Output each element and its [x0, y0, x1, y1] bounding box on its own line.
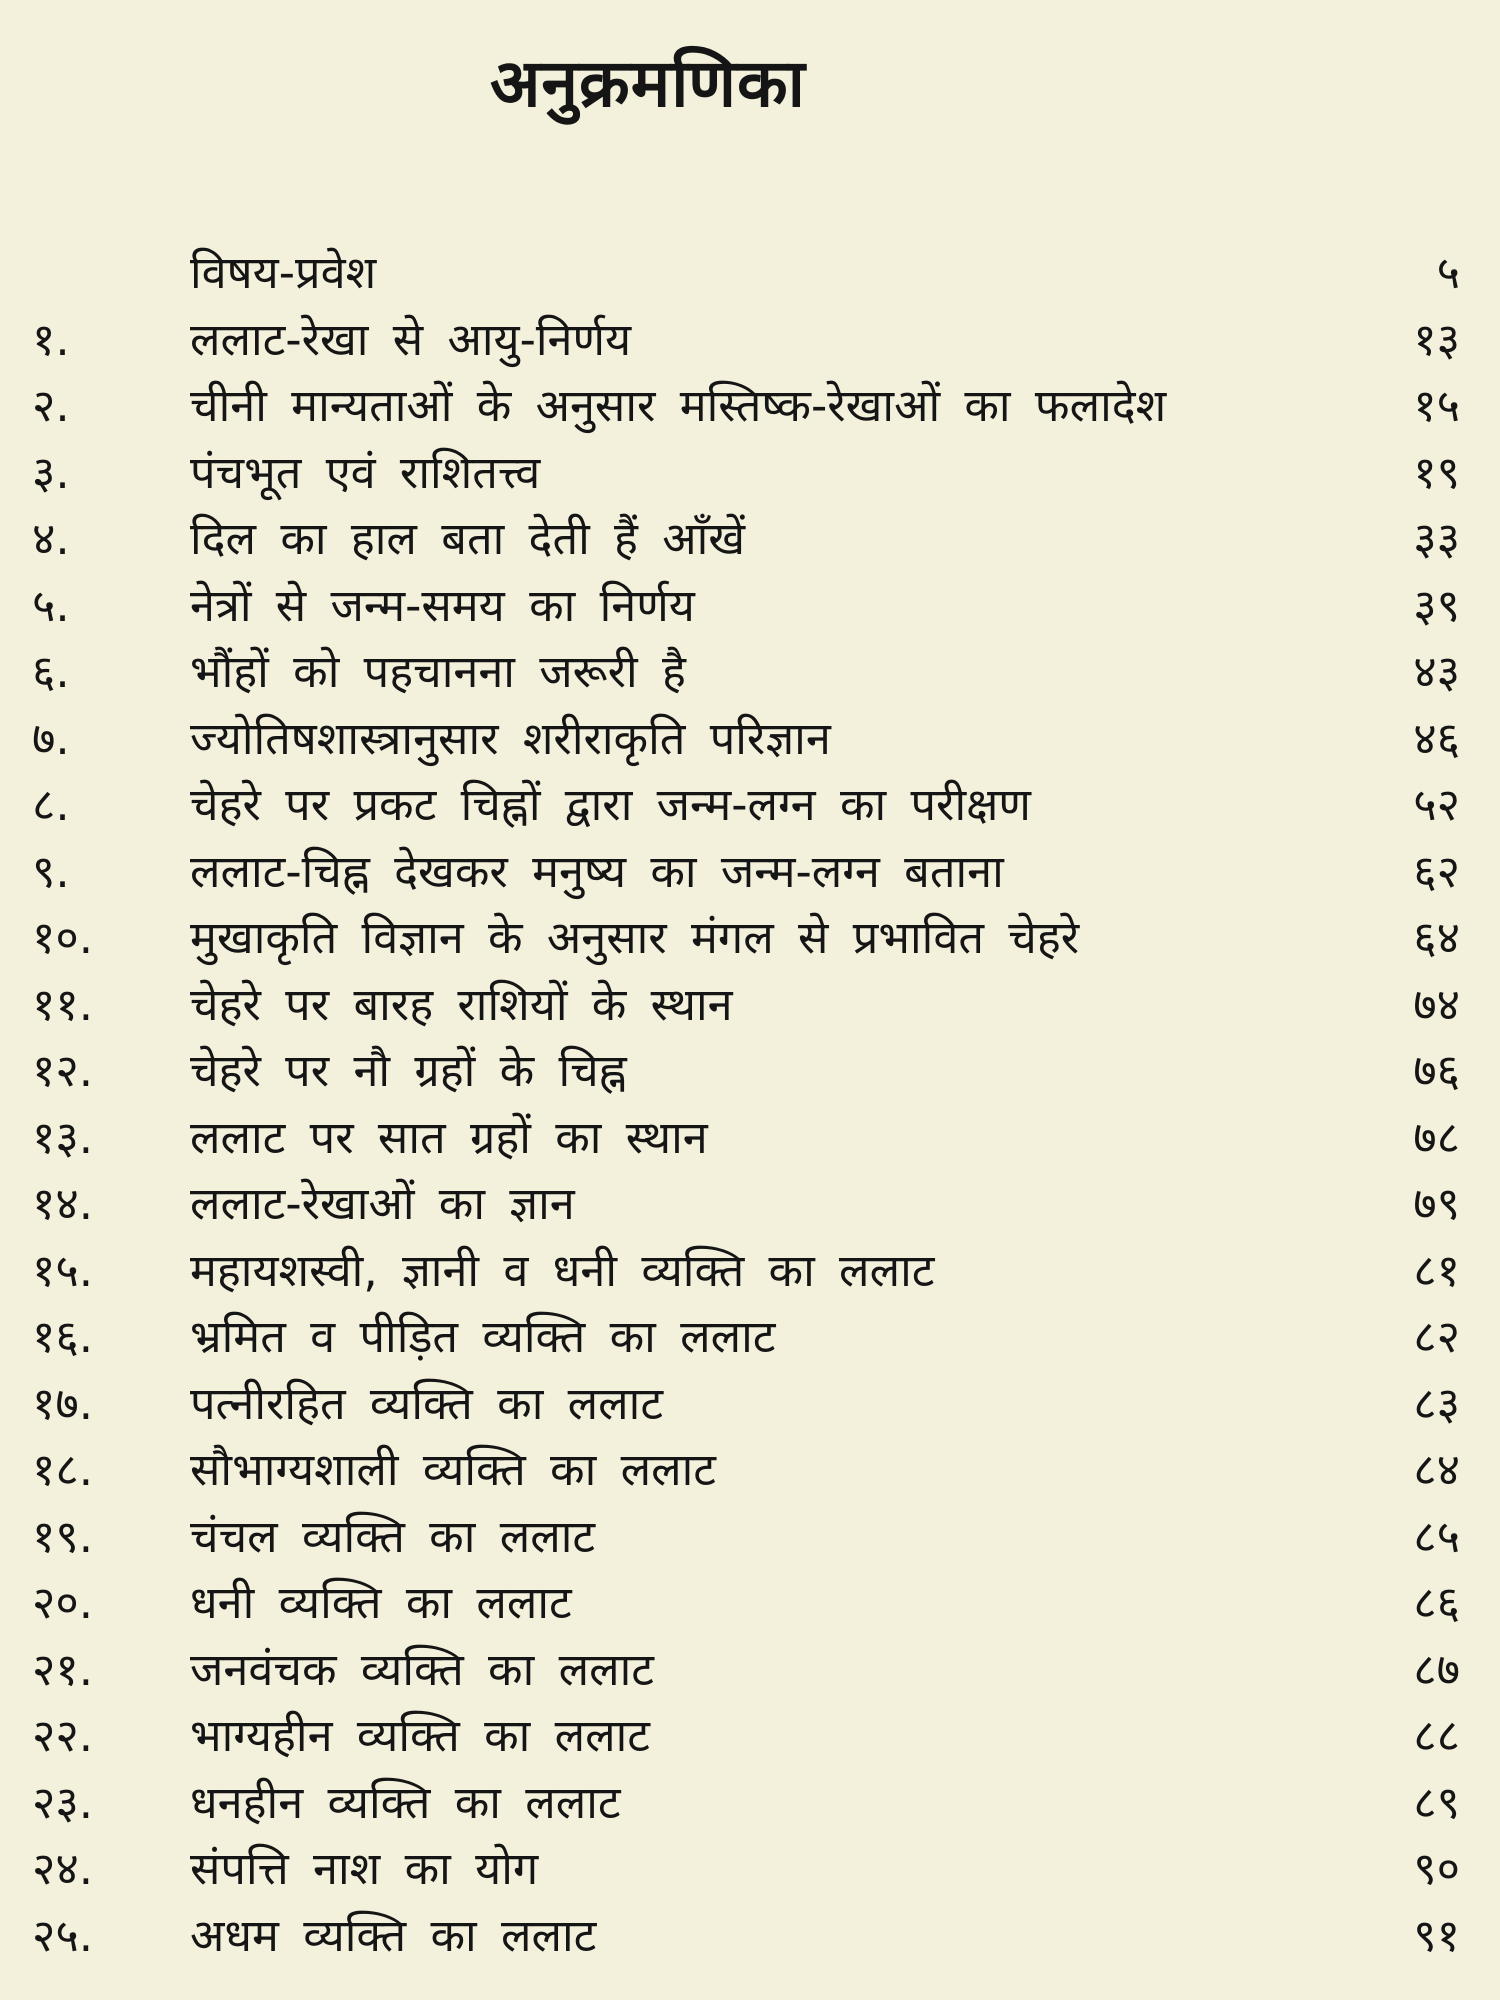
chapter-title: चंचल व्यक्ति का ललाट [190, 1509, 596, 1563]
chapter-title: चेहरे पर प्रकट चिह्नों द्वारा जन्म-लग्न का परीक्षण [190, 778, 1031, 831]
chapter-title: विषय-प्रवेश [190, 246, 377, 299]
chapter-title: ललाट-चिह्न देखकर मनुष्य का जन्म-लग्न बताना [190, 844, 1004, 898]
toc-entry [0, 240, 1500, 307]
page-number: ४३ [1413, 645, 1460, 698]
page-number: १३ [1413, 312, 1460, 366]
chapter-title: चेहरे पर बारह राशियों के स्थान [190, 977, 733, 1031]
page-number: ६४ [1413, 911, 1460, 964]
toc-entry [0, 1371, 1500, 1438]
chapter-number: १. [32, 312, 70, 366]
chapter-number: ८. [32, 778, 70, 831]
toc-entry [0, 639, 1500, 706]
toc-entry [0, 772, 1500, 839]
toc-entry [0, 1504, 1500, 1571]
chapter-title: भ्रमित व पीड़ित व्यक्ति का ललाट [190, 1310, 776, 1363]
toc-entry [0, 1637, 1500, 1704]
toc-entry [0, 373, 1500, 440]
chapter-number: २५. [32, 1908, 94, 1962]
toc-entry [0, 1038, 1500, 1105]
chapter-title: महायशस्वी, ज्ञानी व धनी व्यक्ति का ललाट [190, 1243, 935, 1297]
toc-entry [0, 1304, 1500, 1371]
chapter-number: २१. [32, 1642, 94, 1696]
page-title: अनुक्रमणिका [490, 45, 806, 122]
toc-entry [0, 307, 1500, 374]
toc-entry [0, 1171, 1500, 1238]
page-number: ८८ [1413, 1709, 1460, 1762]
page-number: ८४ [1413, 1443, 1460, 1496]
chapter-title: सौभाग्यशाली व्यक्ति का ललाट [190, 1443, 716, 1496]
chapter-title: धनी व्यक्ति का ललाट [190, 1576, 572, 1629]
page-number: ८७ [1413, 1642, 1460, 1696]
page-number: ६२ [1413, 844, 1460, 898]
page-number: ३३ [1413, 512, 1460, 565]
page-number: ८५ [1413, 1509, 1460, 1563]
chapter-number: १७. [32, 1376, 94, 1430]
page-number: ७९ [1413, 1177, 1460, 1230]
chapter-number: ९. [32, 844, 70, 898]
chapter-number: २४. [32, 1842, 94, 1895]
page-number: ४६ [1413, 711, 1460, 765]
chapter-number: १९. [32, 1509, 94, 1563]
chapter-number: १३. [32, 1110, 94, 1164]
page-number: ५२ [1413, 778, 1460, 831]
chapter-title: जनवंचक व्यक्ति का ललाट [190, 1642, 654, 1696]
chapter-title: मुखाकृति विज्ञान के अनुसार मंगल से प्रभावित चेहरे [190, 911, 1080, 964]
toc-entry [0, 972, 1500, 1039]
toc-entry [0, 440, 1500, 507]
page-number: ७४ [1413, 977, 1460, 1031]
chapter-title: ललाट पर सात ग्रहों का स्थान [190, 1110, 708, 1164]
chapter-number: ७. [32, 711, 70, 765]
page-number: ९१ [1413, 1908, 1460, 1962]
chapter-title: नेत्रों से जन्म-समय का निर्णय [190, 578, 695, 632]
toc-entry [0, 1570, 1500, 1637]
page-number: ८२ [1413, 1310, 1460, 1363]
chapter-number: १०. [32, 911, 94, 964]
chapter-number: २०. [32, 1576, 94, 1629]
toc-entry [0, 1703, 1500, 1770]
page-number: ८१ [1413, 1243, 1460, 1297]
chapter-title: धनहीन व्यक्ति का ललाट [190, 1775, 621, 1829]
page-number: ८९ [1413, 1775, 1460, 1829]
chapter-number: १२. [32, 1044, 94, 1097]
toc-entry [0, 1770, 1500, 1837]
chapter-number: १५. [32, 1243, 94, 1297]
chapter-title: अधम व्यक्ति का ललाट [190, 1908, 597, 1962]
chapter-number: ३. [32, 445, 70, 499]
chapter-title: संपत्ति नाश का योग [190, 1842, 539, 1895]
chapter-title: ललाट-रेखा से आयु-निर्णय [190, 312, 632, 366]
toc-entry [0, 1437, 1500, 1504]
toc-entry [0, 1238, 1500, 1305]
toc-entry [0, 839, 1500, 906]
page-number: १५ [1413, 379, 1460, 432]
page-number: ७६ [1413, 1044, 1460, 1097]
toc-entry [0, 573, 1500, 640]
toc-entry [0, 905, 1500, 972]
chapter-title: पंचभूत एवं राशितत्त्व [190, 445, 541, 499]
toc-entry [0, 1105, 1500, 1172]
chapter-number: २२. [32, 1709, 94, 1762]
chapter-title: ललाट-रेखाओं का ज्ञान [190, 1177, 575, 1230]
page-number: ८३ [1413, 1376, 1460, 1430]
chapter-title: दिल का हाल बता देती हैं आँखें [190, 512, 746, 565]
table-of-contents [0, 240, 1500, 1969]
toc-entry [0, 506, 1500, 573]
toc-entry [0, 1836, 1500, 1903]
chapter-title: ज्योतिषशास्त्रानुसार शरीराकृति परिज्ञान [190, 711, 831, 765]
toc-entry [0, 706, 1500, 773]
chapter-number: २३. [32, 1775, 94, 1829]
chapter-number: १४. [32, 1177, 94, 1230]
chapter-title: पत्नीरहित व्यक्ति का ललाट [190, 1376, 664, 1430]
page-number: १९ [1413, 445, 1460, 499]
page-number: ५ [1436, 246, 1460, 299]
chapter-title: भाग्यहीन व्यक्ति का ललाट [190, 1709, 650, 1762]
chapter-number: ६. [32, 645, 70, 698]
toc-entry [0, 1903, 1500, 1970]
chapter-title: चेहरे पर नौ ग्रहों के चिह्न [190, 1044, 627, 1097]
chapter-title: चीनी मान्यताओं के अनुसार मस्तिष्क-रेखाओं का फलादेश [190, 379, 1167, 432]
page-number: ७८ [1413, 1110, 1460, 1164]
chapter-number: १८. [32, 1443, 94, 1496]
chapter-title: भौंहों को पहचानना जरूरी है [190, 645, 686, 698]
page-number: ९० [1413, 1842, 1460, 1895]
chapter-number: १६. [32, 1310, 94, 1363]
page-number: ३९ [1413, 578, 1460, 632]
chapter-number: ११. [32, 977, 94, 1031]
chapter-number: ४. [32, 512, 70, 565]
chapter-number: २. [32, 379, 70, 432]
chapter-number: ५. [32, 578, 70, 632]
page-number: ८६ [1413, 1576, 1460, 1629]
